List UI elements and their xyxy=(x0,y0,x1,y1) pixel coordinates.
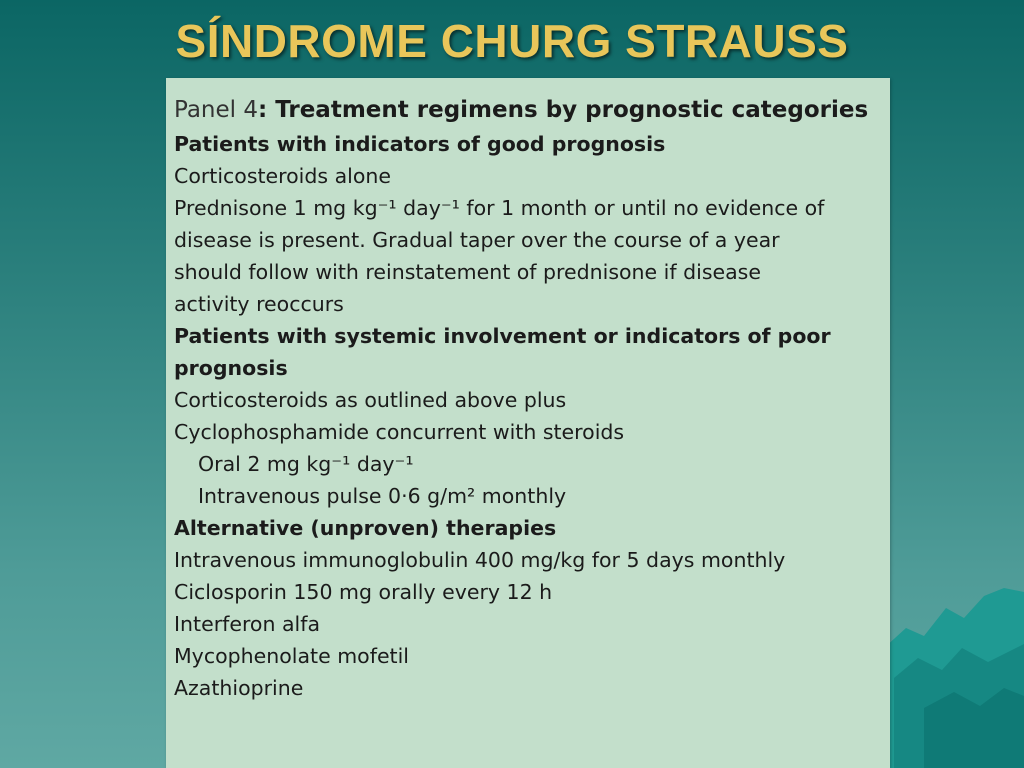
text-line: should follow with reinstatement of prednisone if disease xyxy=(174,260,761,284)
panel-heading xyxy=(174,94,882,126)
section-title-alternative-therapies: Alternative (unproven) therapies xyxy=(174,516,557,540)
mountain-decoration xyxy=(884,588,1024,768)
indented-text-line: Oral 2 mg kg⁻¹ day⁻¹ xyxy=(198,452,414,476)
text-line: Ciclosporin 150 mg orally every 12 h xyxy=(174,580,553,604)
panel-heading-text: : Treatment regimens by prognostic categories xyxy=(258,97,869,123)
text-line: Mycophenolate mofetil xyxy=(174,644,409,668)
slide-title: SÍNDROME CHURG STRAUSS xyxy=(175,15,849,67)
text-line: disease is present. Gradual taper over the course of a year xyxy=(174,228,780,252)
section-title-good-prognosis: Patients with indicators of good prognosis xyxy=(174,132,666,156)
section-title-poor-prognosis-cont: prognosis xyxy=(174,356,288,380)
treatment-panel xyxy=(166,78,890,768)
section-title-poor-prognosis: Patients with systemic involvement or indicators of poor xyxy=(174,324,831,348)
text-line: Interferon alfa xyxy=(174,612,321,636)
text-line: Corticosteroids as outlined above plus xyxy=(174,388,567,412)
indented-text-line: Intravenous pulse 0·6 g/m² monthly xyxy=(198,484,567,508)
text-line: Corticosteroids alone xyxy=(174,164,391,188)
text-line: Intravenous immunoglobulin 400 mg/kg for 5 days monthly xyxy=(174,548,786,572)
text-line: Cyclophosphamide concurrent with steroids xyxy=(174,420,625,444)
text-line: Prednisone 1 mg kg⁻¹ day⁻¹ for 1 month or until no evidence of xyxy=(174,196,825,220)
text-line: Azathioprine xyxy=(174,676,304,700)
text-line: activity reoccurs xyxy=(174,292,344,316)
panel-heading-prefix: Panel 4 xyxy=(174,97,258,123)
